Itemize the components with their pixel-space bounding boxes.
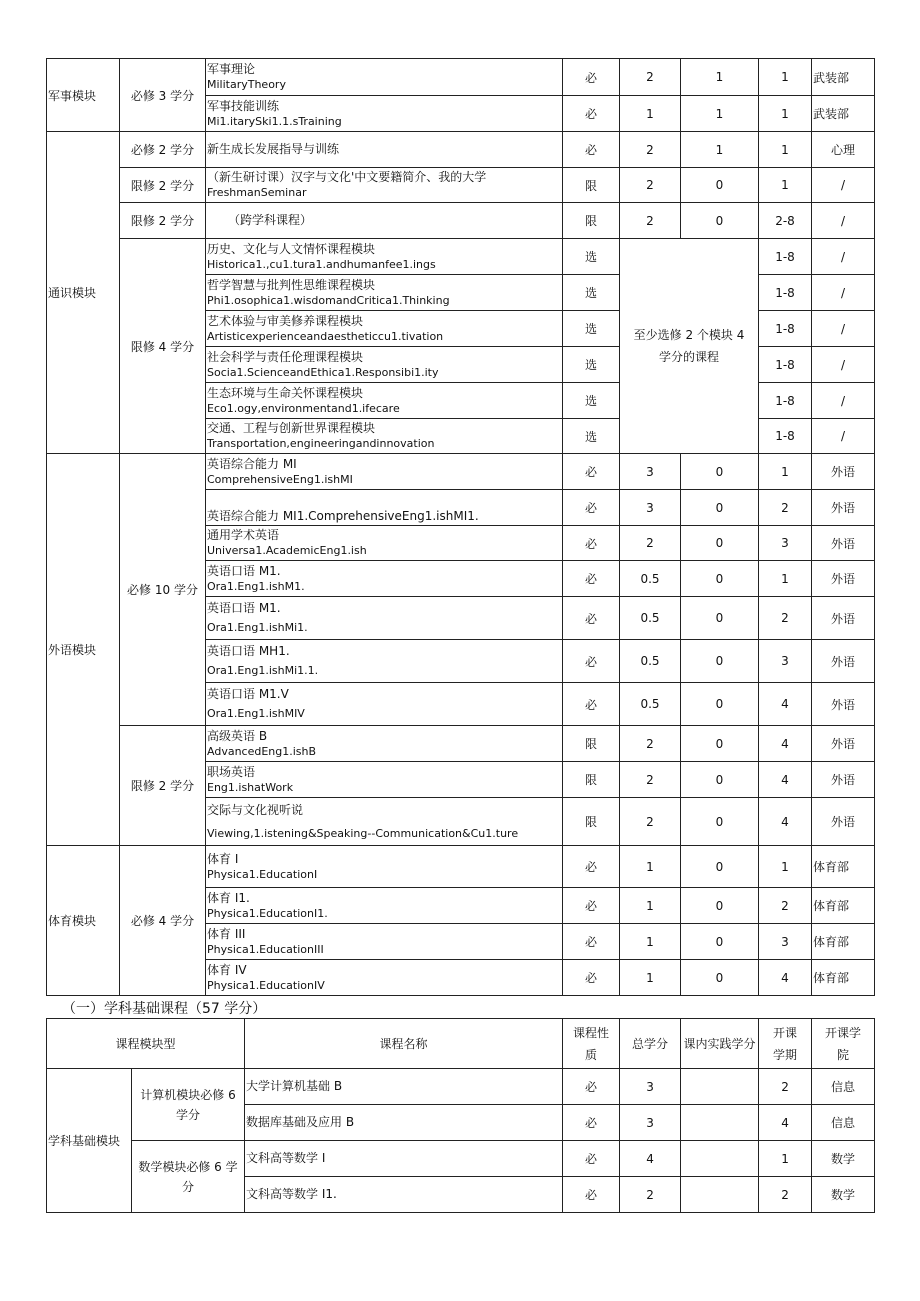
course-name: 交通、工程与创新世界课程模块 Transportation,engineeringandinnovation — [206, 419, 563, 454]
table-row — [47, 239, 875, 275]
course-credits: 2 — [620, 798, 681, 846]
course-dept: 外语 — [812, 726, 875, 762]
group-label: 计算机模块必修 6 学分 — [132, 1069, 245, 1141]
group-label: 限修 2 学分 — [120, 168, 206, 203]
course-type: 选 — [563, 347, 620, 383]
course-type: 必 — [563, 924, 620, 960]
header-term: 开课学期 — [759, 1019, 812, 1069]
course-dept: 外语 — [812, 640, 875, 683]
course-dept: 体育部 — [812, 846, 875, 888]
course-term: 4 — [759, 762, 812, 798]
course-credits: 3 — [620, 454, 681, 490]
course-credits: 2 — [620, 59, 681, 96]
course-term: 1-8 — [759, 275, 812, 311]
course-type: 必 — [563, 1141, 620, 1177]
course-term: 4 — [759, 683, 812, 726]
course-type: 必 — [563, 132, 620, 168]
group-label: 限修 4 学分 — [120, 239, 206, 454]
module-label: 外语模块 — [47, 454, 120, 846]
course-credits: 3 — [620, 1069, 681, 1105]
table-header-row — [47, 1019, 875, 1069]
course-name: 交际与文化视听说 Viewing,1.istening&Speaking--Communication&Cu1.ture — [206, 798, 563, 846]
course-term: 4 — [759, 726, 812, 762]
course-type: 必 — [563, 1177, 620, 1213]
course-name: 英语口语 M1.V Ora1.Eng1.ishMIV — [206, 683, 563, 726]
course-type: 必 — [563, 597, 620, 640]
course-term: 2 — [759, 888, 812, 924]
course-term: 1-8 — [759, 311, 812, 347]
course-name: 大学计算机基础 B — [245, 1069, 563, 1105]
course-practice: 0 — [681, 203, 759, 239]
course-credits: 1 — [620, 888, 681, 924]
course-dept: 数学 — [812, 1141, 875, 1177]
module-label: 通识模块 — [47, 132, 120, 454]
table-row — [47, 168, 875, 203]
course-dept: 外语 — [812, 762, 875, 798]
table-row — [47, 203, 875, 239]
table-row — [47, 454, 875, 490]
course-practice: 0 — [681, 726, 759, 762]
course-name: 哲学智慧与批判性思维课程模块 Phi1.osophica1.wisdomandCritica1.Thinking — [206, 275, 563, 311]
course-name: 英语口语 M1. Ora1.Eng1.ishM1. — [206, 561, 563, 597]
curriculum-table-foundation — [46, 1018, 875, 1213]
course-name: （跨学科课程） — [206, 203, 563, 239]
group-label: 限修 2 学分 — [120, 203, 206, 239]
section-title: （一）学科基础课程（57 学分） — [62, 1001, 267, 1017]
course-term: 4 — [759, 960, 812, 996]
course-type: 必 — [563, 683, 620, 726]
course-dept: / — [812, 239, 875, 275]
course-dept: / — [812, 275, 875, 311]
module-label: 体育模块 — [47, 846, 120, 996]
course-term: 1 — [759, 561, 812, 597]
course-type: 限 — [563, 168, 620, 203]
course-credits: 1 — [620, 846, 681, 888]
course-term: 4 — [759, 1105, 812, 1141]
course-term: 3 — [759, 924, 812, 960]
curriculum-table-general — [46, 58, 875, 996]
course-credits: 2 — [620, 762, 681, 798]
course-dept: / — [812, 419, 875, 454]
course-type: 选 — [563, 311, 620, 347]
course-term: 3 — [759, 640, 812, 683]
course-credits: 2 — [620, 726, 681, 762]
course-dept: 信息 — [812, 1105, 875, 1141]
course-dept: 外语 — [812, 798, 875, 846]
course-term: 1-8 — [759, 383, 812, 419]
group-label: 限修 2 学分 — [120, 726, 206, 846]
course-name: 新生成长发展指导与训练 — [206, 132, 563, 168]
course-practice: 0 — [681, 561, 759, 597]
course-name: 体育 I1. Physica1.EducationI1. — [206, 888, 563, 924]
course-name: 英语口语 MH1. Ora1.Eng1.ishMi1.1. — [206, 640, 563, 683]
course-practice: 0 — [681, 168, 759, 203]
course-term: 1-8 — [759, 239, 812, 275]
course-term: 1-8 — [759, 347, 812, 383]
course-dept: 外语 — [812, 490, 875, 526]
course-type: 必 — [563, 59, 620, 96]
course-name: 体育 I Physica1.EducationI — [206, 846, 563, 888]
group-label: 必修 10 学分 — [120, 454, 206, 726]
course-name: 文科高等数学 I1. — [245, 1177, 563, 1213]
course-name: 高级英语 B AdvancedEng1.ishB — [206, 726, 563, 762]
module-label: 学科基础模块 — [47, 1069, 132, 1213]
course-term: 2 — [759, 597, 812, 640]
course-type: 限 — [563, 203, 620, 239]
course-credits: 4 — [620, 1141, 681, 1177]
course-name: 艺术体验与审美修养课程模块 Artisticexperienceandaestheticcu1.tivation — [206, 311, 563, 347]
course-credits: 2 — [620, 132, 681, 168]
course-type: 必 — [563, 888, 620, 924]
course-practice: 1 — [681, 132, 759, 168]
course-type: 必 — [563, 96, 620, 132]
group-label: 必修 2 学分 — [120, 132, 206, 168]
course-practice: 0 — [681, 888, 759, 924]
course-type: 限 — [563, 762, 620, 798]
course-term: 1 — [759, 1141, 812, 1177]
header-practice: 课内实践学分 — [681, 1019, 759, 1069]
course-term: 2 — [759, 490, 812, 526]
course-credits: 0.5 — [620, 561, 681, 597]
course-practice — [681, 1177, 759, 1213]
course-practice: 0 — [681, 798, 759, 846]
course-name: 英语综合能力 MI ComprehensiveEng1.ishMI — [206, 454, 563, 490]
course-credits: 3 — [620, 490, 681, 526]
course-dept: 体育部 — [812, 960, 875, 996]
course-dept: 外语 — [812, 561, 875, 597]
course-practice: 1 — [681, 96, 759, 132]
course-name: 体育 III Physica1.EducationIII — [206, 924, 563, 960]
course-dept: 体育部 — [812, 888, 875, 924]
group-label: 必修 3 学分 — [120, 59, 206, 132]
table-row — [47, 59, 875, 96]
course-type: 限 — [563, 798, 620, 846]
course-type: 必 — [563, 454, 620, 490]
course-credits: 1 — [620, 96, 681, 132]
course-dept: 体育部 — [812, 924, 875, 960]
course-name: 文科高等数学 I — [245, 1141, 563, 1177]
course-term: 2 — [759, 1069, 812, 1105]
course-credits: 3 — [620, 1105, 681, 1141]
course-credits: 2 — [620, 168, 681, 203]
header-dept: 开课学院 — [812, 1019, 875, 1069]
course-practice: 0 — [681, 683, 759, 726]
course-practice: 0 — [681, 597, 759, 640]
course-dept: / — [812, 168, 875, 203]
course-term: 4 — [759, 798, 812, 846]
course-credits: 2 — [620, 1177, 681, 1213]
course-type: 必 — [563, 490, 620, 526]
course-dept: 武装部 — [812, 59, 875, 96]
course-credits: 0.5 — [620, 640, 681, 683]
course-practice — [681, 1069, 759, 1105]
course-practice — [681, 1141, 759, 1177]
table-row — [47, 1141, 875, 1177]
header-course-name: 课程名称 — [245, 1019, 563, 1069]
course-term: 1 — [759, 454, 812, 490]
course-credits: 0.5 — [620, 597, 681, 640]
course-term: 1 — [759, 132, 812, 168]
course-type: 必 — [563, 640, 620, 683]
course-term: 1 — [759, 846, 812, 888]
course-term: 1 — [759, 168, 812, 203]
course-name: 军事理论 MilitaryTheory — [206, 59, 563, 96]
course-credits: 2 — [620, 203, 681, 239]
course-name: 通用学术英语 Universa1.AcademicEng1.ish — [206, 526, 563, 561]
course-credits: 1 — [620, 924, 681, 960]
module-label: 军事模块 — [47, 59, 120, 132]
course-name: 历史、文化与人文情怀课程模块 Historica1.,cu1.tura1.andhumanfee1.ings — [206, 239, 563, 275]
course-practice: 1 — [681, 59, 759, 96]
course-dept: / — [812, 347, 875, 383]
course-dept: 数学 — [812, 1177, 875, 1213]
course-name: 生态环境与生命关怀课程模块 Eco1.ogy,environmentand1.ifecare — [206, 383, 563, 419]
course-name: 军事技能训练 Mi1.itarySki1.1.sTraining — [206, 96, 563, 132]
course-type: 必 — [563, 846, 620, 888]
course-term: 1-8 — [759, 419, 812, 454]
course-practice: 0 — [681, 640, 759, 683]
group-label: 数学模块必修 6 学分 — [132, 1141, 245, 1213]
course-type: 选 — [563, 383, 620, 419]
course-type: 必 — [563, 561, 620, 597]
course-practice: 0 — [681, 846, 759, 888]
course-dept: 外语 — [812, 597, 875, 640]
course-dept: 外语 — [812, 683, 875, 726]
table-row — [47, 132, 875, 168]
table-row — [47, 1069, 875, 1105]
course-term: 2 — [759, 1177, 812, 1213]
elective-note: 至少选修 2 个模块 4 学分的课程 — [620, 239, 759, 454]
course-credits: 0.5 — [620, 683, 681, 726]
course-dept: / — [812, 203, 875, 239]
course-practice: 0 — [681, 454, 759, 490]
course-credits: 2 — [620, 526, 681, 561]
course-type: 限 — [563, 726, 620, 762]
course-dept: / — [812, 311, 875, 347]
course-practice: 0 — [681, 960, 759, 996]
course-dept: 外语 — [812, 526, 875, 561]
course-term: 1 — [759, 96, 812, 132]
course-practice: 0 — [681, 490, 759, 526]
course-dept: 外语 — [812, 454, 875, 490]
course-name: 体育 IV Physica1.EducationIV — [206, 960, 563, 996]
course-name: （新生研讨课）汉字与文化'中文要籍简介、我的大学 FreshmanSeminar — [206, 168, 563, 203]
course-term: 3 — [759, 526, 812, 561]
course-credits: 1 — [620, 960, 681, 996]
table-row — [47, 846, 875, 888]
course-type: 必 — [563, 960, 620, 996]
course-practice: 0 — [681, 526, 759, 561]
group-label: 必修 4 学分 — [120, 846, 206, 996]
course-practice: 0 — [681, 762, 759, 798]
course-name: 社会科学与责任伦理课程模块 Socia1.ScienceandEthica1.Responsibi1.ity — [206, 347, 563, 383]
course-type: 必 — [563, 526, 620, 561]
course-term: 1 — [759, 59, 812, 96]
header-nature: 课程性质 — [563, 1019, 620, 1069]
course-type: 选 — [563, 239, 620, 275]
course-type: 选 — [563, 275, 620, 311]
header-total: 总学分 — [620, 1019, 681, 1069]
table-row — [47, 726, 875, 762]
course-name: 英语口语 M1. Ora1.Eng1.ishMi1. — [206, 597, 563, 640]
course-type: 选 — [563, 419, 620, 454]
course-practice — [681, 1105, 759, 1141]
course-term: 2-8 — [759, 203, 812, 239]
course-name: 英语综合能力 MI1.ComprehensiveEng1.ishMI1. — [206, 490, 563, 526]
course-name: 职场英语 Eng1.ishatWork — [206, 762, 563, 798]
course-dept: 武装部 — [812, 96, 875, 132]
course-type: 必 — [563, 1105, 620, 1141]
course-dept: / — [812, 383, 875, 419]
course-dept: 信息 — [812, 1069, 875, 1105]
course-name: 数据库基础及应用 B — [245, 1105, 563, 1141]
course-dept: 心理 — [812, 132, 875, 168]
header-module-type: 课程模块型 — [47, 1019, 245, 1069]
course-type: 必 — [563, 1069, 620, 1105]
course-practice: 0 — [681, 924, 759, 960]
